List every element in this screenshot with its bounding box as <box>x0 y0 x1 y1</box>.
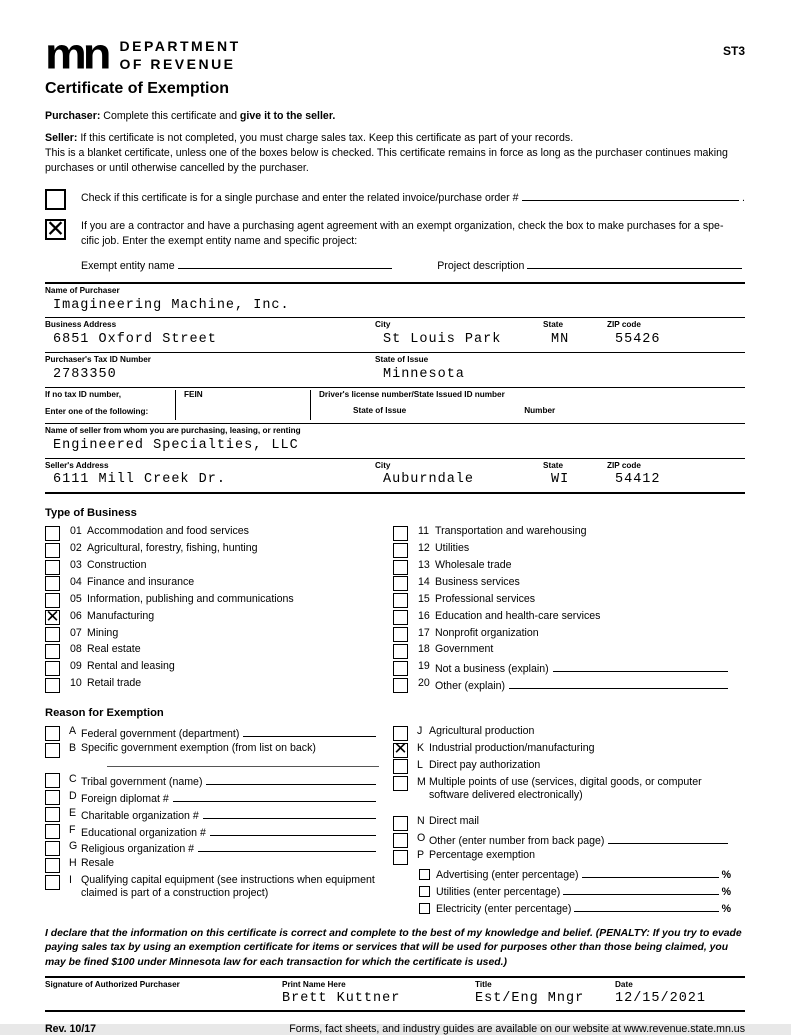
reason-checkbox[interactable] <box>393 759 408 774</box>
percent-sign: % <box>721 868 731 881</box>
reason-checkbox[interactable] <box>393 743 408 758</box>
seller-instruction-text: If this certificate is not completed, you must charge sales tax. Keep this certificate as part of your records. <box>77 132 574 145</box>
reason-checkbox[interactable] <box>45 726 60 741</box>
percentage-entry-line[interactable] <box>563 883 718 895</box>
purchaser-state-value[interactable]: MN <box>551 332 570 348</box>
mn-logo-icon: mn <box>45 29 108 78</box>
reason-label: Religious organization # <box>81 843 195 856</box>
reason-list-item <box>393 725 745 742</box>
reason-code: A <box>69 725 77 738</box>
agency-line1: DEPARTMENT <box>119 38 241 54</box>
business-checkbox[interactable] <box>393 644 408 659</box>
business-list-item <box>393 627 745 644</box>
business-code: 19 <box>418 660 430 673</box>
percentage-checkbox[interactable] <box>419 869 430 880</box>
business-checkbox[interactable] <box>45 627 60 642</box>
seller-address-label: Seller's Address <box>45 460 109 470</box>
seller-address-row <box>45 459 745 493</box>
business-list-item <box>45 525 393 542</box>
project-description-label: Project description <box>437 259 525 272</box>
reason-list-item <box>45 773 393 790</box>
form-code: ST3 <box>722 44 745 58</box>
date-label: Date <box>615 980 633 990</box>
reason-label: Industrial production/manufacturing <box>429 742 595 755</box>
business-list-item <box>393 610 745 627</box>
reason-checkbox[interactable] <box>45 773 60 788</box>
reason-checkbox[interactable] <box>45 743 60 758</box>
business-label: Retail trade <box>87 677 142 690</box>
contractor-label: If you are a contractor and have a purchasing agent agreement with an exempt organization, check the box to make purchases for a spe-cific job. Enter the exempt entity name and specific project: <box>81 220 724 247</box>
reason-code: H <box>69 857 77 870</box>
type-of-business-title: Type of Business <box>45 507 137 520</box>
reason-list-item <box>45 874 393 900</box>
reason-label: Resale <box>81 857 114 870</box>
business-checkbox[interactable] <box>45 644 60 659</box>
signature-block <box>45 976 745 1012</box>
business-label: Rental and leasing <box>87 660 175 673</box>
percentage-checkbox[interactable] <box>419 886 430 897</box>
reason-code: G <box>69 840 78 853</box>
reason-checkbox[interactable] <box>45 807 60 822</box>
purchaser-seller-table <box>45 282 745 494</box>
agency-line2: OF REVENUE <box>119 55 236 72</box>
reason-code: P <box>417 849 425 862</box>
business-code: 17 <box>418 626 430 639</box>
business-label: Wholesale trade <box>435 559 512 571</box>
reason-group-ab <box>45 725 393 759</box>
business-checkbox[interactable] <box>393 543 408 558</box>
business-checkbox[interactable] <box>393 576 408 591</box>
purchaser-zip-value[interactable]: 55426 <box>615 332 661 348</box>
business-list-left <box>45 525 393 694</box>
dl-state-of-issue-label: State of Issue <box>353 405 407 415</box>
business-code: 18 <box>418 643 430 656</box>
footer-note: Forms, fact sheets, and industry guides are available on our website at www.revenue.state.mn.us <box>289 1022 745 1035</box>
seller-instruction <box>45 131 745 176</box>
reason-group-np <box>393 815 745 866</box>
percentage-label: Utilities (enter percentage) <box>436 885 561 898</box>
title-value[interactable]: Est/Eng Mngr <box>475 991 585 1007</box>
business-code: 13 <box>418 559 430 571</box>
project-description-line[interactable] <box>527 257 742 269</box>
purchaser-instruction-text: Complete this certificate and <box>100 110 240 122</box>
reason-label: Educational organization # <box>81 826 206 839</box>
seller-city-label: City <box>375 460 391 470</box>
business-code: 20 <box>418 677 430 690</box>
state-of-issue-label: State of Issue <box>375 355 429 365</box>
percent-sign: % <box>721 885 731 898</box>
business-list-item <box>45 542 393 559</box>
business-list-item <box>393 660 745 677</box>
date-value[interactable]: 12/15/2021 <box>615 991 707 1007</box>
single-purchase-label: Check if this certificate is for a single purchase and enter the related invoice/purchase order # <box>81 192 519 205</box>
contractor-row <box>45 219 745 249</box>
print-name-label: Print Name Here <box>282 980 346 990</box>
seller-state-value[interactable]: WI <box>551 472 570 488</box>
business-list-item <box>45 593 393 610</box>
reason-code: M <box>417 775 426 788</box>
agency-name <box>120 34 241 73</box>
seller-city-value[interactable]: Auburndale <box>383 472 475 488</box>
reason-checkbox[interactable] <box>393 776 408 791</box>
purchaser-instruction <box>45 109 745 124</box>
business-label: Manufacturing <box>87 609 155 622</box>
business-list-item <box>45 627 393 644</box>
business-list-right <box>393 525 745 694</box>
reason-list-item <box>45 725 393 742</box>
reason-checkbox[interactable] <box>45 841 60 856</box>
business-label: Finance and insurance <box>87 575 195 588</box>
business-checkbox[interactable] <box>45 560 60 575</box>
percentage-entry-line[interactable] <box>582 866 719 878</box>
reason-label: Direct pay authorization <box>429 758 541 771</box>
state-of-issue-value[interactable]: Minnesota <box>383 367 465 382</box>
reason-code: D <box>69 789 77 802</box>
business-list-item <box>45 677 393 694</box>
reason-list-item <box>393 849 745 866</box>
business-checkbox[interactable] <box>45 661 60 676</box>
reason-list-item <box>45 790 393 807</box>
invoice-number-line[interactable] <box>522 189 740 201</box>
revision-label: Rev. 10/17 <box>45 1022 97 1035</box>
reason-entry-line[interactable] <box>203 807 376 819</box>
reason-label: Agricultural production <box>429 725 535 738</box>
reason-list-right <box>393 725 745 916</box>
reason-entry-line[interactable] <box>206 773 376 785</box>
reason-list-item <box>393 815 745 832</box>
business-checkbox[interactable] <box>45 543 60 558</box>
seller-zip-label: ZIP code <box>607 460 641 470</box>
specific-exemption-line[interactable] <box>107 766 379 767</box>
no-tax-id-row <box>45 388 745 424</box>
business-list-item <box>393 593 745 610</box>
reason-group-gap <box>393 802 745 815</box>
seller-name-row <box>45 424 745 459</box>
purchaser-city-label: City <box>375 320 391 330</box>
business-list-item <box>45 643 393 660</box>
reason-code: L <box>417 758 423 771</box>
business-list-item <box>393 559 745 576</box>
reason-list-item <box>45 824 393 841</box>
purchaser-address-row <box>45 318 745 353</box>
purchaser-instruction-label: Purchaser: <box>45 110 101 122</box>
business-checkbox[interactable] <box>45 526 60 541</box>
type-of-business-section <box>45 525 745 694</box>
business-checkbox[interactable] <box>45 576 60 591</box>
percentage-item <box>419 900 745 917</box>
business-label: Transportation and warehousing <box>435 525 587 538</box>
business-label: Not a business (explain) <box>435 663 549 676</box>
reason-list-item <box>45 807 393 824</box>
percentage-label: Electricity (enter percentage) <box>436 902 572 915</box>
seller-name-value[interactable]: Engineered Specialties, LLC <box>53 437 299 453</box>
reason-code: O <box>417 832 426 845</box>
reason-label: Other (enter number from back page) <box>429 835 605 848</box>
percentage-label: Advertising (enter percentage) <box>436 868 579 881</box>
reason-checkbox[interactable] <box>45 824 60 839</box>
reason-entry-line[interactable] <box>173 790 376 802</box>
reason-entry-line[interactable] <box>243 725 376 737</box>
reason-checkbox[interactable] <box>393 816 408 831</box>
form-header <box>45 29 745 78</box>
business-label: Information, publishing and communications <box>87 592 294 605</box>
percentage-item <box>419 866 745 883</box>
reason-label: Charitable organization # <box>81 809 199 822</box>
reason-label: Foreign diplomat # <box>81 792 169 805</box>
business-code: 04 <box>70 575 82 588</box>
business-label: Government <box>435 643 494 656</box>
business-address-value[interactable]: 6851 Oxford Street <box>53 332 217 348</box>
reason-group-ci <box>45 773 393 901</box>
business-label: Real estate <box>87 643 141 656</box>
reason-label: Specific government exemption (from list on back) <box>81 742 316 755</box>
business-checkbox[interactable] <box>393 593 408 608</box>
reason-list-item <box>45 857 393 874</box>
reason-list-item <box>393 742 745 759</box>
reason-label: Qualifying capital equipment (see instructions when equipment claimed is part of a construction project) <box>81 874 375 900</box>
reason-label: Percentage exemption <box>429 849 536 862</box>
reason-list-item <box>393 832 745 849</box>
business-address-label: Business Address <box>45 320 117 330</box>
tax-id-row <box>45 353 745 388</box>
reason-list-item <box>393 776 745 802</box>
reason-code: I <box>69 874 72 887</box>
business-code: 14 <box>418 575 430 588</box>
blanket-certificate-text: This is a blanket certificate, unless one of the boxes below is checked. This certificate remains in force as long as the purchaser continues making purchases or until otherwise cancelled by the purchaser. <box>45 147 728 175</box>
no-tax-id-label-line2: Enter one of the following: <box>45 406 149 416</box>
reason-entry-line[interactable] <box>608 832 728 844</box>
business-checkbox[interactable] <box>393 560 408 575</box>
reason-list-item <box>393 759 745 776</box>
seller-state-label: State <box>543 460 564 470</box>
business-label: Mining <box>87 626 119 639</box>
business-checkbox[interactable] <box>393 661 408 676</box>
business-code: 15 <box>418 592 430 605</box>
percentage-exemption-list <box>393 866 745 917</box>
business-list-item <box>45 660 393 677</box>
purchaser-name-row <box>45 284 745 319</box>
exempt-entity-label: Exempt entity name <box>81 259 175 272</box>
purchaser-zip-label: ZIP code <box>607 320 641 330</box>
exempt-entity-row <box>81 257 745 272</box>
reason-label: Tribal government (name) <box>81 775 203 788</box>
reason-list-item <box>45 742 393 759</box>
penalty-declaration: I declare that the information on this certificate is correct and complete to the best of my knowledge and belief. (PENALTY: If you try to evade paying sales tax by using an exemption certificate for items or services that will be used for purposes other than those being claimed, you may be fined $100 under Minnesota law for each transaction for which the certificate is used.) <box>45 927 742 968</box>
purchaser-instruction-bold: give it to the seller. <box>239 110 336 122</box>
title-label: Title <box>475 980 492 990</box>
business-explain-line[interactable] <box>509 677 728 689</box>
purchaser-city-value[interactable]: St Louis Park <box>383 332 502 348</box>
contractor-checkbox[interactable] <box>45 219 66 240</box>
business-list-item <box>45 559 393 576</box>
business-code: 09 <box>70 660 82 673</box>
seller-zip-value[interactable]: 54412 <box>615 472 661 488</box>
business-explain-line[interactable] <box>553 660 728 672</box>
business-checkbox[interactable] <box>393 627 408 642</box>
business-code: 12 <box>418 542 430 555</box>
business-code: 16 <box>418 609 430 622</box>
percent-sign: % <box>721 902 731 915</box>
business-code: 11 <box>418 525 429 538</box>
tax-id-value[interactable]: 2783350 <box>53 367 117 382</box>
business-list-item <box>393 643 745 660</box>
reason-checkbox[interactable] <box>393 850 408 865</box>
dl-number-label: Number <box>524 405 556 415</box>
percentage-checkbox[interactable] <box>419 903 430 914</box>
business-label: Education and health-care services <box>435 609 601 622</box>
print-name-value[interactable]: Brett Kuttner <box>282 991 401 1007</box>
reason-checkbox[interactable] <box>45 858 60 873</box>
reason-list-left <box>45 725 393 916</box>
drivers-license-label: Driver's license number/State Issued ID number <box>319 389 505 399</box>
business-checkbox[interactable] <box>393 610 408 625</box>
business-label: Professional services <box>435 592 536 605</box>
purchaser-name-value[interactable]: Imagineering Machine, Inc. <box>53 297 290 313</box>
business-code: 07 <box>70 626 82 639</box>
reason-checkbox[interactable] <box>393 833 408 848</box>
business-list-item <box>393 677 745 694</box>
single-purchase-checkbox[interactable] <box>45 189 66 210</box>
business-label: Other (explain) <box>435 680 506 693</box>
business-list-item <box>45 610 393 627</box>
business-checkbox[interactable] <box>45 610 60 625</box>
business-checkbox[interactable] <box>393 678 408 693</box>
signature-label: Signature of Authorized Purchaser <box>45 980 180 990</box>
reason-code: N <box>417 815 425 828</box>
tax-id-label: Purchaser's Tax ID Number <box>45 355 151 365</box>
business-label: Construction <box>87 559 147 571</box>
business-checkbox[interactable] <box>45 678 60 693</box>
signature-value[interactable] <box>45 990 282 993</box>
business-list-item <box>45 576 393 593</box>
fein-value[interactable] <box>184 400 310 404</box>
exempt-entity-line[interactable] <box>178 257 393 269</box>
seller-instruction-label: Seller: <box>45 132 78 145</box>
business-list-item <box>393 525 745 542</box>
reason-entry-line[interactable] <box>198 840 376 852</box>
reason-for-exemption-section <box>45 725 745 916</box>
business-code: 03 <box>70 559 82 571</box>
reason-code: C <box>69 772 77 785</box>
business-list-item <box>393 542 745 559</box>
business-label: Utilities <box>435 542 470 555</box>
business-list-item <box>393 576 745 593</box>
page-title: Certificate of Exemption <box>45 80 230 97</box>
business-code: 02 <box>70 542 82 555</box>
fein-label: FEIN <box>184 389 203 399</box>
business-label: Business services <box>435 575 520 588</box>
purchaser-name-label: Name of Purchaser <box>45 285 120 295</box>
business-code: 10 <box>70 677 82 690</box>
reason-code: B <box>69 742 77 755</box>
seller-address-value[interactable]: 6111 Mill Creek Dr. <box>53 472 226 488</box>
reason-label: Federal government (department) <box>81 728 240 741</box>
percentage-item <box>419 883 745 900</box>
reason-code: F <box>69 823 76 836</box>
business-label: Nonprofit organization <box>435 626 539 639</box>
purchaser-state-label: State <box>543 320 564 330</box>
reason-checkbox[interactable] <box>45 790 60 805</box>
reason-entry-line[interactable] <box>210 824 376 836</box>
reason-code: K <box>417 742 425 755</box>
business-checkbox[interactable] <box>393 526 408 541</box>
reason-code: J <box>417 725 423 738</box>
business-label: Agricultural, forestry, fishing, hunting <box>87 542 258 555</box>
reason-for-exemption-title: Reason for Exemption <box>45 707 164 720</box>
reason-label: Multiple points of use (services, digital goods, or computer software delivered electronically) <box>429 775 702 802</box>
business-code: 05 <box>70 592 82 605</box>
business-label: Accommodation and food services <box>87 525 249 538</box>
business-code: 06 <box>70 609 82 622</box>
reason-checkbox[interactable] <box>45 875 60 890</box>
business-code: 08 <box>70 643 82 656</box>
single-purchase-row <box>45 189 745 210</box>
business-code: 01 <box>70 525 82 538</box>
form-footer <box>45 1023 745 1035</box>
reason-label: Direct mail <box>429 815 480 828</box>
reason-list-item <box>45 840 393 857</box>
seller-name-label: Name of seller from whom you are purchasing, leasing, or renting <box>45 425 301 435</box>
single-purchase-line-end: . <box>742 192 745 205</box>
reason-group-jm <box>393 725 745 802</box>
reason-code: E <box>69 806 77 819</box>
no-tax-id-label-line1: If no tax ID number, <box>45 389 121 399</box>
percentage-entry-line[interactable] <box>574 900 718 912</box>
